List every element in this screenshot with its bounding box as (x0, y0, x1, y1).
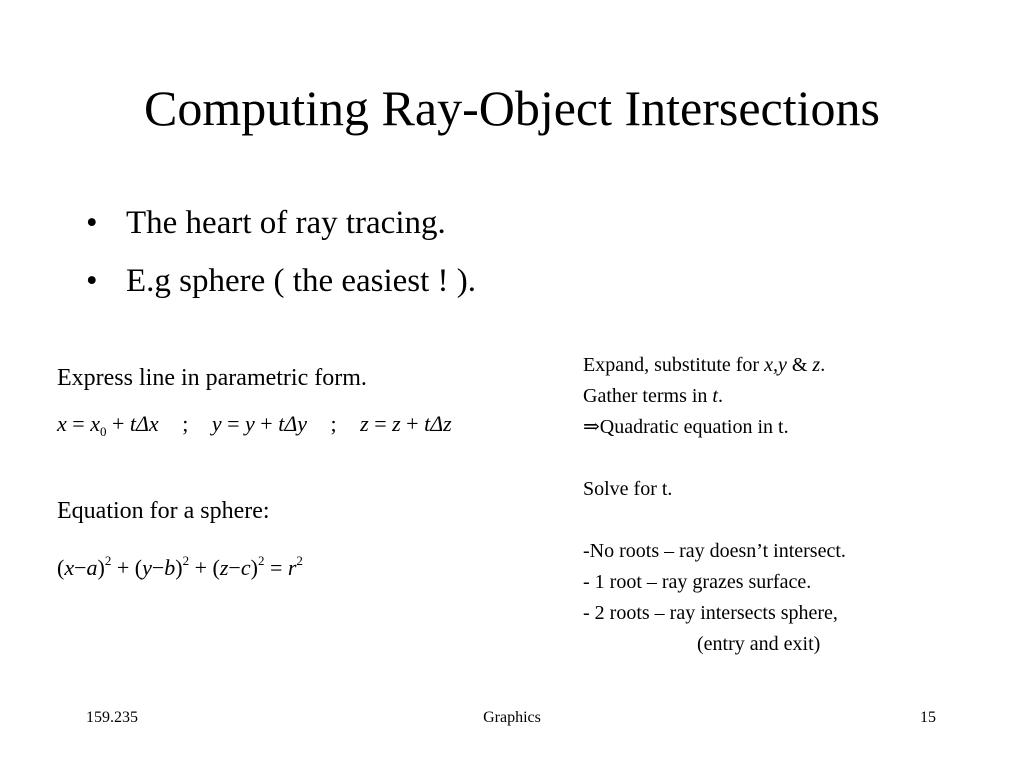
case-two-roots: - 2 roots – ray intersects sphere, (583, 602, 838, 624)
eq-term: t (424, 411, 431, 436)
eq-term: z (219, 555, 229, 580)
eq-operator: − (151, 555, 165, 580)
step-text: Gather terms in (583, 385, 713, 407)
sphere-label: Equation for a sphere: (57, 498, 270, 524)
eq-term: y (142, 555, 152, 580)
eq-term: x (90, 411, 100, 436)
implies-arrow-icon: ⇒ (583, 416, 600, 438)
eq-term: Δz (430, 411, 452, 436)
sphere-equation (57, 547, 303, 582)
step-variable: x,y (764, 354, 787, 376)
eq-subscript: 0 (99, 424, 107, 439)
eq-exponent: 2 (296, 553, 303, 568)
blank-line (583, 443, 846, 474)
slide-title: Computing Ray-Object Intersections (144, 80, 880, 136)
eq-separator: ; (330, 411, 337, 436)
step-text: . (717, 385, 723, 407)
blank-line (583, 505, 846, 536)
eq-term: b (164, 555, 176, 580)
eq-paren: ( (212, 555, 220, 580)
eq-term: Δx (136, 411, 159, 436)
eq-exponent: 2 (182, 553, 190, 568)
eq-term: z (392, 411, 401, 436)
eq-term: c (240, 555, 251, 580)
eq-paren: ( (57, 555, 65, 580)
eq-exponent: 2 (104, 553, 112, 568)
footer-page-number: 15 (920, 709, 936, 726)
eq-term: z (360, 411, 369, 436)
eq-operator: + (406, 411, 419, 436)
step-solve: Solve for t. (583, 478, 673, 500)
bullet-marker: • (86, 263, 98, 299)
footer-course: 159.235 (86, 709, 138, 726)
step-text: Quadratic equation in t. (599, 416, 789, 438)
step-variable: t (712, 385, 718, 407)
bullet-text: The heart of ray tracing. (126, 205, 446, 241)
eq-term: r (287, 555, 297, 580)
eq-operator: = (269, 555, 283, 580)
parametric-equation (57, 410, 452, 446)
bullet-item (86, 204, 476, 242)
eq-paren: ( (134, 555, 143, 580)
case-two-roots-note: (entry and exit) (697, 633, 821, 655)
eq-term: x (64, 555, 75, 580)
step-text: & (786, 354, 813, 376)
eq-exponent: 2 (257, 553, 265, 568)
eq-term: t (129, 411, 136, 436)
eq-term: a (86, 555, 98, 580)
eq-operator: = (72, 411, 85, 436)
bullet-list (86, 204, 476, 320)
case-no-roots: -No roots – ray doesn’t intersect. (583, 540, 846, 562)
eq-term: Δy (284, 411, 307, 436)
eq-operator: + (111, 411, 125, 436)
eq-operator: + (194, 555, 208, 580)
step-expand (583, 350, 846, 381)
eq-operator: = (374, 411, 387, 436)
eq-paren: ) (97, 555, 105, 580)
eq-term: t (278, 411, 285, 436)
step-gather (583, 381, 846, 412)
eq-paren: ) (175, 555, 183, 580)
case-one-root: - 1 root – ray grazes surface. (583, 571, 812, 593)
eq-operator: = (227, 411, 240, 436)
parametric-label: Express line in parametric form. (57, 365, 367, 391)
eq-term: y (245, 411, 255, 436)
bullet-marker: • (86, 205, 98, 241)
bullet-item (86, 262, 476, 300)
eq-operator: + (116, 555, 130, 580)
footer-subject: Graphics (483, 709, 541, 726)
eq-operator: − (228, 555, 241, 580)
step-variable: z (812, 354, 821, 376)
step-text: Expand, substitute for (583, 354, 765, 376)
step-quadratic (583, 412, 846, 443)
eq-paren: ) (250, 555, 258, 580)
solution-steps (583, 350, 846, 660)
bullet-text: E.g sphere ( the easiest ! ). (126, 263, 477, 299)
eq-term: y (211, 411, 222, 436)
eq-operator: + (260, 411, 273, 436)
eq-separator: ; (182, 411, 189, 436)
step-text: . (820, 354, 826, 376)
eq-term: x (57, 411, 67, 436)
eq-operator: − (74, 555, 87, 580)
